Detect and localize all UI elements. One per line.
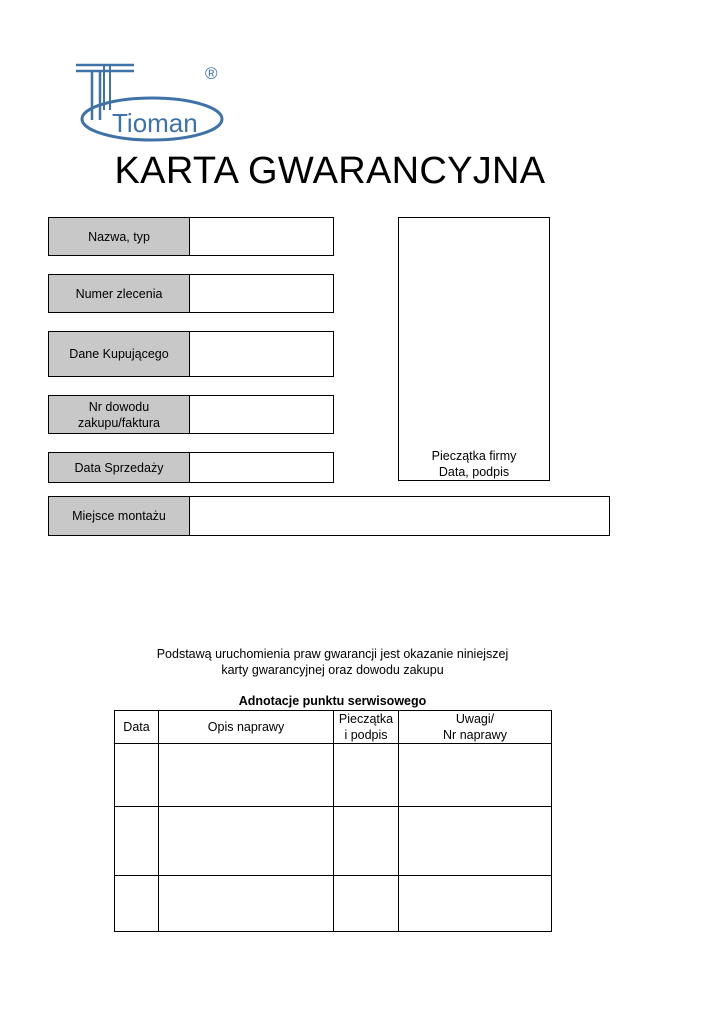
- cell-stamp[interactable]: [334, 876, 399, 932]
- cell-remarks[interactable]: [399, 807, 552, 876]
- cell-stamp[interactable]: [334, 744, 399, 807]
- table-row: [115, 744, 552, 807]
- field-sale-date: [48, 452, 334, 483]
- col-header-stamp-line1: Pieczątka: [338, 712, 394, 726]
- cell-remarks[interactable]: [399, 876, 552, 932]
- page-title: KARTA GWARANCYJNA: [114, 150, 546, 192]
- cell-date[interactable]: [115, 807, 159, 876]
- company-stamp-line2: Data, podpis: [438, 465, 510, 479]
- service-table: [114, 710, 552, 932]
- field-receipt-label-line1: Nr dowodu: [88, 399, 150, 414]
- col-header-remarks-line2: Nr naprawy: [443, 728, 507, 742]
- col-header-description: Opis naprawy: [159, 711, 334, 744]
- field-name-type: [48, 217, 334, 256]
- field-name-type-label: Nazwa, typ: [49, 218, 190, 255]
- service-table-header: [115, 711, 552, 744]
- table-row: [115, 876, 552, 932]
- col-header-stamp-line2: i podpis: [344, 728, 388, 742]
- warranty-note: [0, 646, 665, 678]
- field-receipt-label-line2: zakupu/faktura: [78, 415, 160, 430]
- field-buyer: [48, 331, 334, 377]
- warranty-note-line1: Podstawą uruchomienia praw gwarancji jest okazanie niniejszej: [156, 647, 509, 661]
- field-install-place-label: Miejsce montażu: [49, 497, 190, 535]
- tioman-logo: [74, 62, 226, 144]
- col-header-stamp: [334, 711, 399, 744]
- col-header-remarks: [399, 711, 552, 744]
- table-row: [115, 807, 552, 876]
- field-receipt-label: [49, 396, 190, 433]
- cell-remarks[interactable]: [399, 744, 552, 807]
- cell-date[interactable]: [115, 876, 159, 932]
- field-order-number-label: Numer zlecenia: [49, 275, 190, 312]
- cell-stamp[interactable]: [334, 807, 399, 876]
- warranty-note-line2: karty gwarancyjnej oraz dowodu zakupu: [221, 663, 444, 677]
- field-name-type-input[interactable]: [190, 218, 333, 255]
- company-stamp-box[interactable]: [398, 217, 550, 481]
- field-receipt-input[interactable]: [190, 396, 333, 433]
- cell-date[interactable]: [115, 744, 159, 807]
- service-table-title: Adnotacje punktu serwisowego: [238, 694, 427, 708]
- company-stamp-line1: Pieczątka firmy: [431, 449, 517, 463]
- svg-text:®: ®: [205, 64, 218, 83]
- field-buyer-label: Dane Kupującego: [49, 332, 190, 376]
- cell-description[interactable]: [159, 807, 334, 876]
- field-order-number: [48, 274, 334, 313]
- field-receipt: [48, 395, 334, 434]
- field-order-number-input[interactable]: [190, 275, 333, 312]
- cell-description[interactable]: [159, 876, 334, 932]
- col-header-date: Data: [115, 711, 159, 744]
- col-header-remarks-line1: Uwagi/: [455, 712, 495, 726]
- svg-text:Tioman: Tioman: [112, 108, 198, 138]
- company-stamp-caption: [399, 448, 549, 480]
- cell-description[interactable]: [159, 744, 334, 807]
- field-sale-date-input[interactable]: [190, 453, 333, 482]
- field-install-place-input[interactable]: [190, 497, 609, 535]
- field-sale-date-label: Data Sprzedaży: [49, 453, 190, 482]
- field-install-place: [48, 496, 610, 536]
- field-buyer-input[interactable]: [190, 332, 333, 376]
